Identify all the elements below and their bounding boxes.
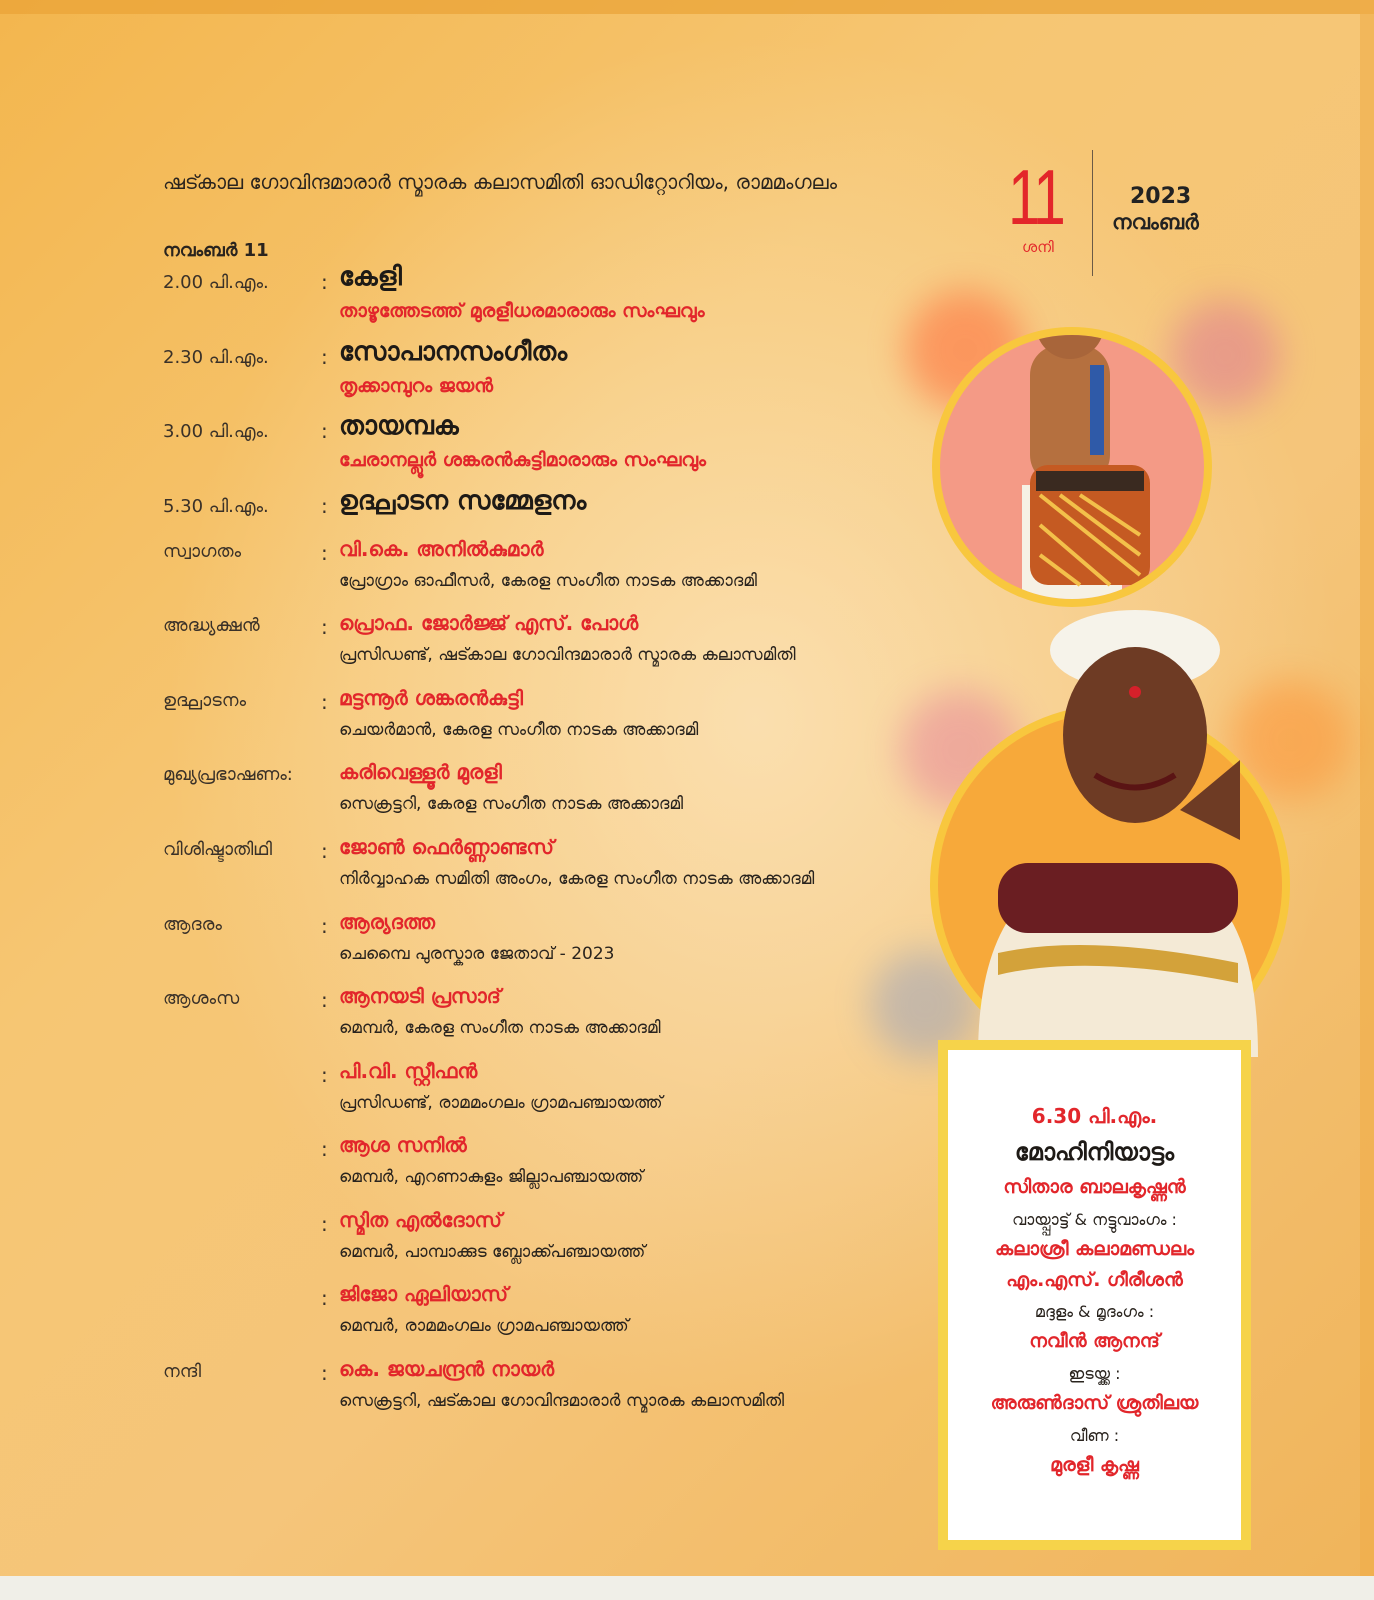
speaker-name: വി.കെ. അനിൽകുമാർ (339, 537, 544, 561)
event-title: ഉദ്ഘാടന സമ്മേളനം (339, 486, 587, 516)
veena-label: വീണ : (1069, 1426, 1120, 1445)
event-performer: തൃക്കാമ്പുറം ജയൻ (339, 375, 493, 397)
date-weekday: ശനി (1022, 238, 1054, 256)
idakka-name: അരുൺദാസ് ശ്രുതിലയ (990, 1392, 1199, 1414)
performance-time: 6.30 പി.എം. (1031, 1104, 1158, 1128)
event-title: സോപാനസംഗീതം (339, 337, 568, 367)
drummer-illustration (940, 335, 1204, 599)
separator-colon: : (321, 345, 328, 369)
speaker-role-label: ആശംസ (163, 988, 240, 1009)
speaker-designation: പ്രോഗ്രാം ഓഫീസർ, കേരള സംഗീത നാടക അക്കാദമി (339, 571, 757, 591)
separator-colon: : (321, 541, 328, 565)
separator-colon: : (321, 419, 328, 443)
artist-name: സിതാര ബാലകൃഷ്ണൻ (1003, 1176, 1186, 1198)
separator-colon: : (321, 1361, 328, 1385)
idakka-label: ഇടയ്ക്ക : (1068, 1364, 1121, 1383)
separator-colon: : (321, 839, 328, 863)
speaker-role-label: ആദരം (163, 914, 222, 935)
speaker-designation: മെമ്പർ, കേരള സംഗീത നാടക അക്കാദമി (339, 1018, 661, 1038)
event-title: കേളി (339, 262, 402, 292)
event-time: 2.00 പി.എം. (163, 272, 269, 293)
separator-colon: : (321, 1063, 328, 1087)
speaker-name: പി.വി. സ്റ്റീഫൻ (339, 1059, 478, 1083)
separator-colon: : (321, 615, 328, 639)
event-performer: ചേരാനല്ലൂർ ശങ്കരൻകുട്ടിമാരാരും സംഘവും (339, 449, 707, 471)
speaker-role-label: അദ്ധ്യക്ഷൻ (163, 615, 260, 636)
speaker-role-label: മുഖ്യപ്രഭാഷണം: (163, 764, 293, 785)
speaker-name: ആര്യദത്ത (339, 910, 435, 934)
speaker-designation: മെമ്പർ, രാമമംഗലം ഗ്രാമപഞ്ചായത്ത് (339, 1316, 629, 1336)
speaker-role-label: സ്വാഗതം (163, 541, 242, 562)
day-heading: നവംബർ 11 (163, 240, 269, 261)
speaker-designation: സെക്രട്ടറി, കേരള സംഗീത നാടക അക്കാദമി (339, 794, 684, 814)
separator-colon: : (321, 494, 328, 518)
speaker-designation: ചെമ്പൈ പുരസ്കാര ജേതാവ് - 2023 (339, 944, 615, 964)
separator-colon: : (321, 914, 328, 938)
separator-colon: : (321, 690, 328, 714)
separator-colon: : (321, 270, 328, 294)
speaker-name: ആശ സനിൽ (339, 1133, 467, 1157)
speaker-role-label: വിശിഷ്ടാതിഥി (163, 839, 273, 860)
speaker-name: പ്രൊഫ. ജോർജ്ജ് എസ്. പോൾ (339, 611, 639, 635)
speaker-role-label: നന്ദി (163, 1361, 202, 1382)
event-time: 2.30 പി.എം. (163, 347, 269, 368)
date-month: നവംബർ (1112, 210, 1199, 234)
speaker-designation: ചെയർമാൻ, കേരള സംഗീത നാടക അക്കാദമി (339, 720, 699, 740)
speaker-name: ജിജോ ഏലിയാസ് (339, 1282, 509, 1306)
top-edge (0, 0, 1374, 14)
right-edge (1360, 0, 1374, 1600)
separator-colon: : (321, 1286, 328, 1310)
vocal-name: എം.എസ്. ഗീരീശൻ (1006, 1269, 1183, 1291)
performance-title: മോഹിനിയാട്ടം (1014, 1138, 1175, 1166)
speaker-designation: മെമ്പർ, പാമ്പാക്കുട ബ്ലോക്ക്പഞ്ചായത്ത് (339, 1242, 646, 1262)
bottom-edge (0, 1576, 1374, 1600)
speaker-name: ആനയടി പ്രസാദ് (339, 984, 501, 1008)
vocal-label: വായ്പ്പാട്ട് & നട്ടുവാംഗം : (1012, 1210, 1177, 1229)
maddalam-label: മദ്ദളം & മൃദംഗം : (1034, 1302, 1155, 1321)
venue-line: ഷട്കാല ഗോവിന്ദമാരാർ സ്മാരക കലാസമിതി ഓഡിറ്റോറിയം, രാമമംഗലം (163, 170, 838, 194)
vocal-name: കലാശ്രീ കലാമണ്ഡലം (994, 1238, 1195, 1260)
event-title: തായമ്പക (339, 411, 459, 441)
evening-performance-card (938, 1040, 1251, 1550)
veena-name: മുരളീ കൃഷ്ണ (1050, 1454, 1139, 1476)
speaker-designation: പ്രസിഡണ്ട്, രാമമംഗലം ഗ്രാമപഞ്ചായത്ത് (339, 1093, 663, 1113)
dancer-face (1040, 610, 1240, 860)
event-performer: താഴൂത്തേടത്ത് മുരളീധരമാരാരും സംഘവും (339, 300, 705, 322)
speaker-name: കരിവെള്ളൂർ മുരളി (339, 760, 502, 784)
speaker-name: ജോൺ ഫെർണ്ണാണ്ടസ് (339, 835, 554, 859)
speaker-designation: മെമ്പർ, എറണാകുളം ജില്ലാപഞ്ചായത്ത് (339, 1167, 644, 1187)
speaker-role-label: ഉദ്ഘാടനം (163, 690, 246, 711)
speaker-designation: സെക്രട്ടറി, ഷട്കാല ഗോവിന്ദമാരാർ സ്മാരക കലാസമിതി (339, 1391, 785, 1411)
date-divider (1092, 150, 1093, 276)
speaker-designation: നിർവ്വാഹക സമിതി അംഗം, കേരള സംഗീത നാടക അക്കാദമി (339, 869, 815, 889)
chenda-drummer-photo (932, 327, 1212, 607)
maddalam-name: നവീൻ ആനന്ദ് (1029, 1330, 1160, 1352)
date-day: 11 (1008, 153, 1063, 241)
separator-colon: : (321, 988, 328, 1012)
date-year: 2023 (1130, 184, 1192, 209)
speaker-name: സ്മിത എൽദോസ് (339, 1208, 502, 1232)
separator-colon: : (321, 1137, 328, 1161)
speaker-name: മട്ടന്നൂർ ശങ്കരൻകുട്ടി (339, 686, 523, 710)
event-time: 3.00 പി.എം. (163, 421, 269, 442)
separator-colon: : (321, 1212, 328, 1236)
speaker-name: കെ. ജയചന്ദ്രൻ നായർ (339, 1357, 555, 1381)
event-time: 5.30 പി.എം. (163, 496, 269, 517)
speaker-designation: പ്രസിഡണ്ട്, ഷട്കാല ഗോവിന്ദമാരാർ സ്മാരക കലാസമിതി (339, 645, 796, 665)
